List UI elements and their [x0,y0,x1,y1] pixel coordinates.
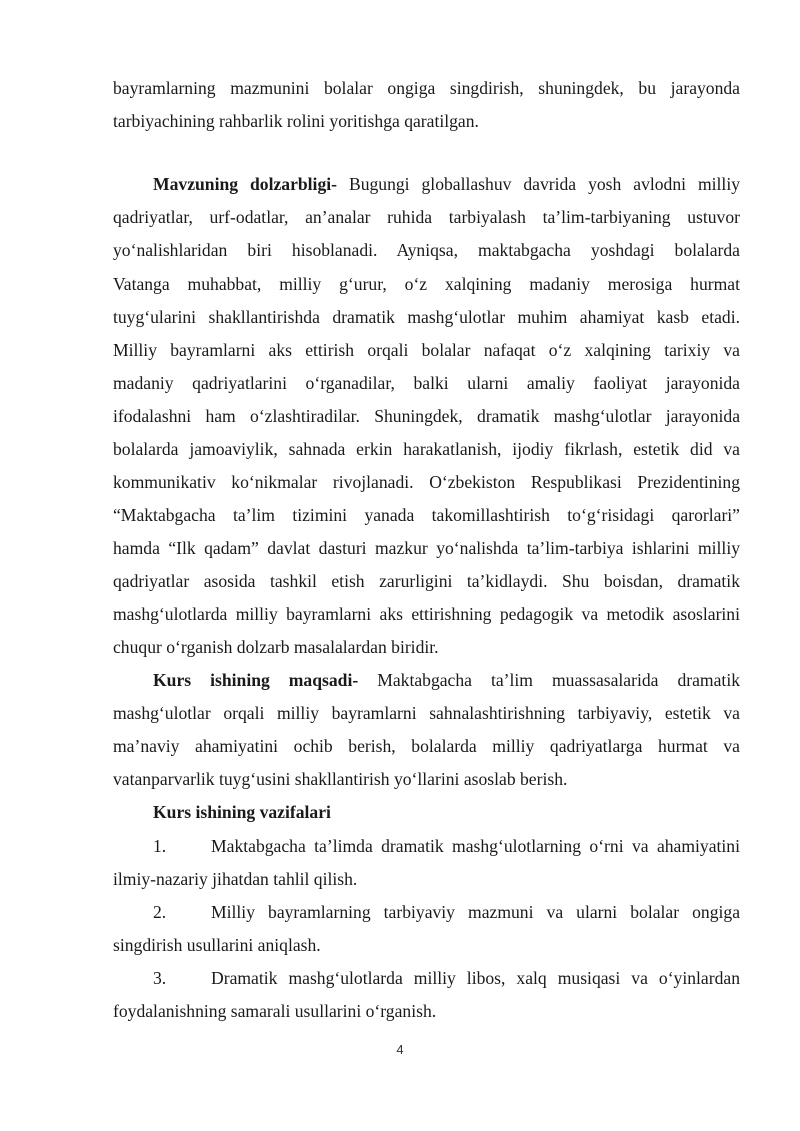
relevance-line: yo‘nalishlaridan biri hisoblanadi. Ayniqsa, maktabgacha yoshdagi bolalarda [113,240,740,260]
task-number: 3. [153,968,167,988]
task-text: Maktabgacha ta’limda dramatik mashg‘ulotlarning o‘rni va ahamiyatini [211,836,740,856]
relevance-line: tuyg‘ularini shakllantirishda dramatik mashg‘ulotlar muhim ahamiyat kasb etadi. [113,307,740,327]
page-number: 4 [396,1042,404,1057]
task-text: Dramatik mashg‘ulotlarda milliy libos, xalq musiqasi va o‘yinlardan [211,968,740,988]
relevance-heading: Mavzuning dolzarbligi- [153,174,337,194]
tasks-heading: Kurs ishining vazifalari [153,802,331,822]
intro-line: bayramlarning mazmunini bolalar ongiga singdirish, shuningdek, bu jarayonda [113,78,740,98]
relevance-line: hamda “Ilk qadam” davlat dasturi mazkur yo‘nalishda ta’lim-tarbiya ishlarini milliy [113,538,740,558]
task-item-3-continuation: foydalanishning samarali usullarini o‘rganish. [113,1001,437,1021]
goal-line: ma’naviy ahamiyatini ochib berish, bolalarda milliy qadriyatlarga hurmat va [113,736,740,756]
intro-line: tarbiyachining rahbarlik rolini yoritishga qaratilgan. [113,111,479,131]
goal-text: Maktabgacha ta’lim muassasalarida dramatik [377,670,740,690]
task-item-2-continuation: singdirish usullarini aniqlash. [113,935,321,955]
task-item-1 [153,836,740,856]
relevance-text: Bugungi globallashuv davrida yosh avlodni milliy [348,174,741,194]
relevance-line: bolalarda jamoaviylik, sahnada erkin harakatlanish, ijodiy fikrlash, estetik did va [113,439,740,459]
goal-first-line [153,670,740,690]
relevance-line: Vatanga muhabbat, milliy g‘urur, o‘z xalqining madaniy merosiga hurmat [113,274,740,294]
relevance-line: mashg‘ulotlarda milliy bayramlarni aks ettirishning pedagogik va metodik asoslarini [113,604,740,624]
relevance-line: ifodalashni ham o‘zlashtiradilar. Shuningdek, dramatik mashg‘ulotlar jarayonida [113,406,740,426]
task-number: 2. [153,902,167,922]
relevance-line: chuqur o‘rganish dolzarb masalalardan biridir. [113,637,439,657]
task-text: Milliy bayramlarning tarbiyaviy mazmuni va ularni bolalar ongiga [211,902,740,922]
goal-heading: Kurs ishining maqsadi- [153,670,359,690]
relevance-line: qadriyatlar, urf-odatlar, an’analar ruhida tarbiyalash ta’lim-tarbiyaning ustuvor [113,207,740,227]
goal-line: vatanparvarlik tuyg‘usini shakllantirish yo‘llarini asoslab berish. [113,769,568,789]
relevance-line: qadriyatlar asosida tashkil etish zarurligini ta’kidlaydi. Shu boisdan, dramatik [113,571,740,591]
task-item-2 [153,902,740,922]
relevance-line: kommunikativ ko‘nikmalar rivojlanadi. O‘zbekiston Respublikasi Prezidentining [113,472,740,492]
relevance-first-line [153,174,740,194]
relevance-line: “Maktabgacha ta’lim tizimini yanada takomillashtirish to‘g‘risidagi qarorlari” [113,505,740,525]
relevance-line: madaniy qadriyatlarini o‘rganadilar, balki ularni amaliy faoliyat jarayonida [113,373,740,393]
task-item-3 [153,968,740,988]
task-item-1-continuation: ilmiy-nazariy jihatdan tahlil qilish. [113,869,358,889]
goal-line: mashg‘ulotlar orqali milliy bayramlarni sahnalashtirishning tarbiyaviy, estetik va [113,703,740,723]
task-number: 1. [153,836,167,856]
relevance-line: Milliy bayramlarni aks ettirish orqali bolalar nafaqat o‘z xalqining tarixiy va [113,340,740,360]
